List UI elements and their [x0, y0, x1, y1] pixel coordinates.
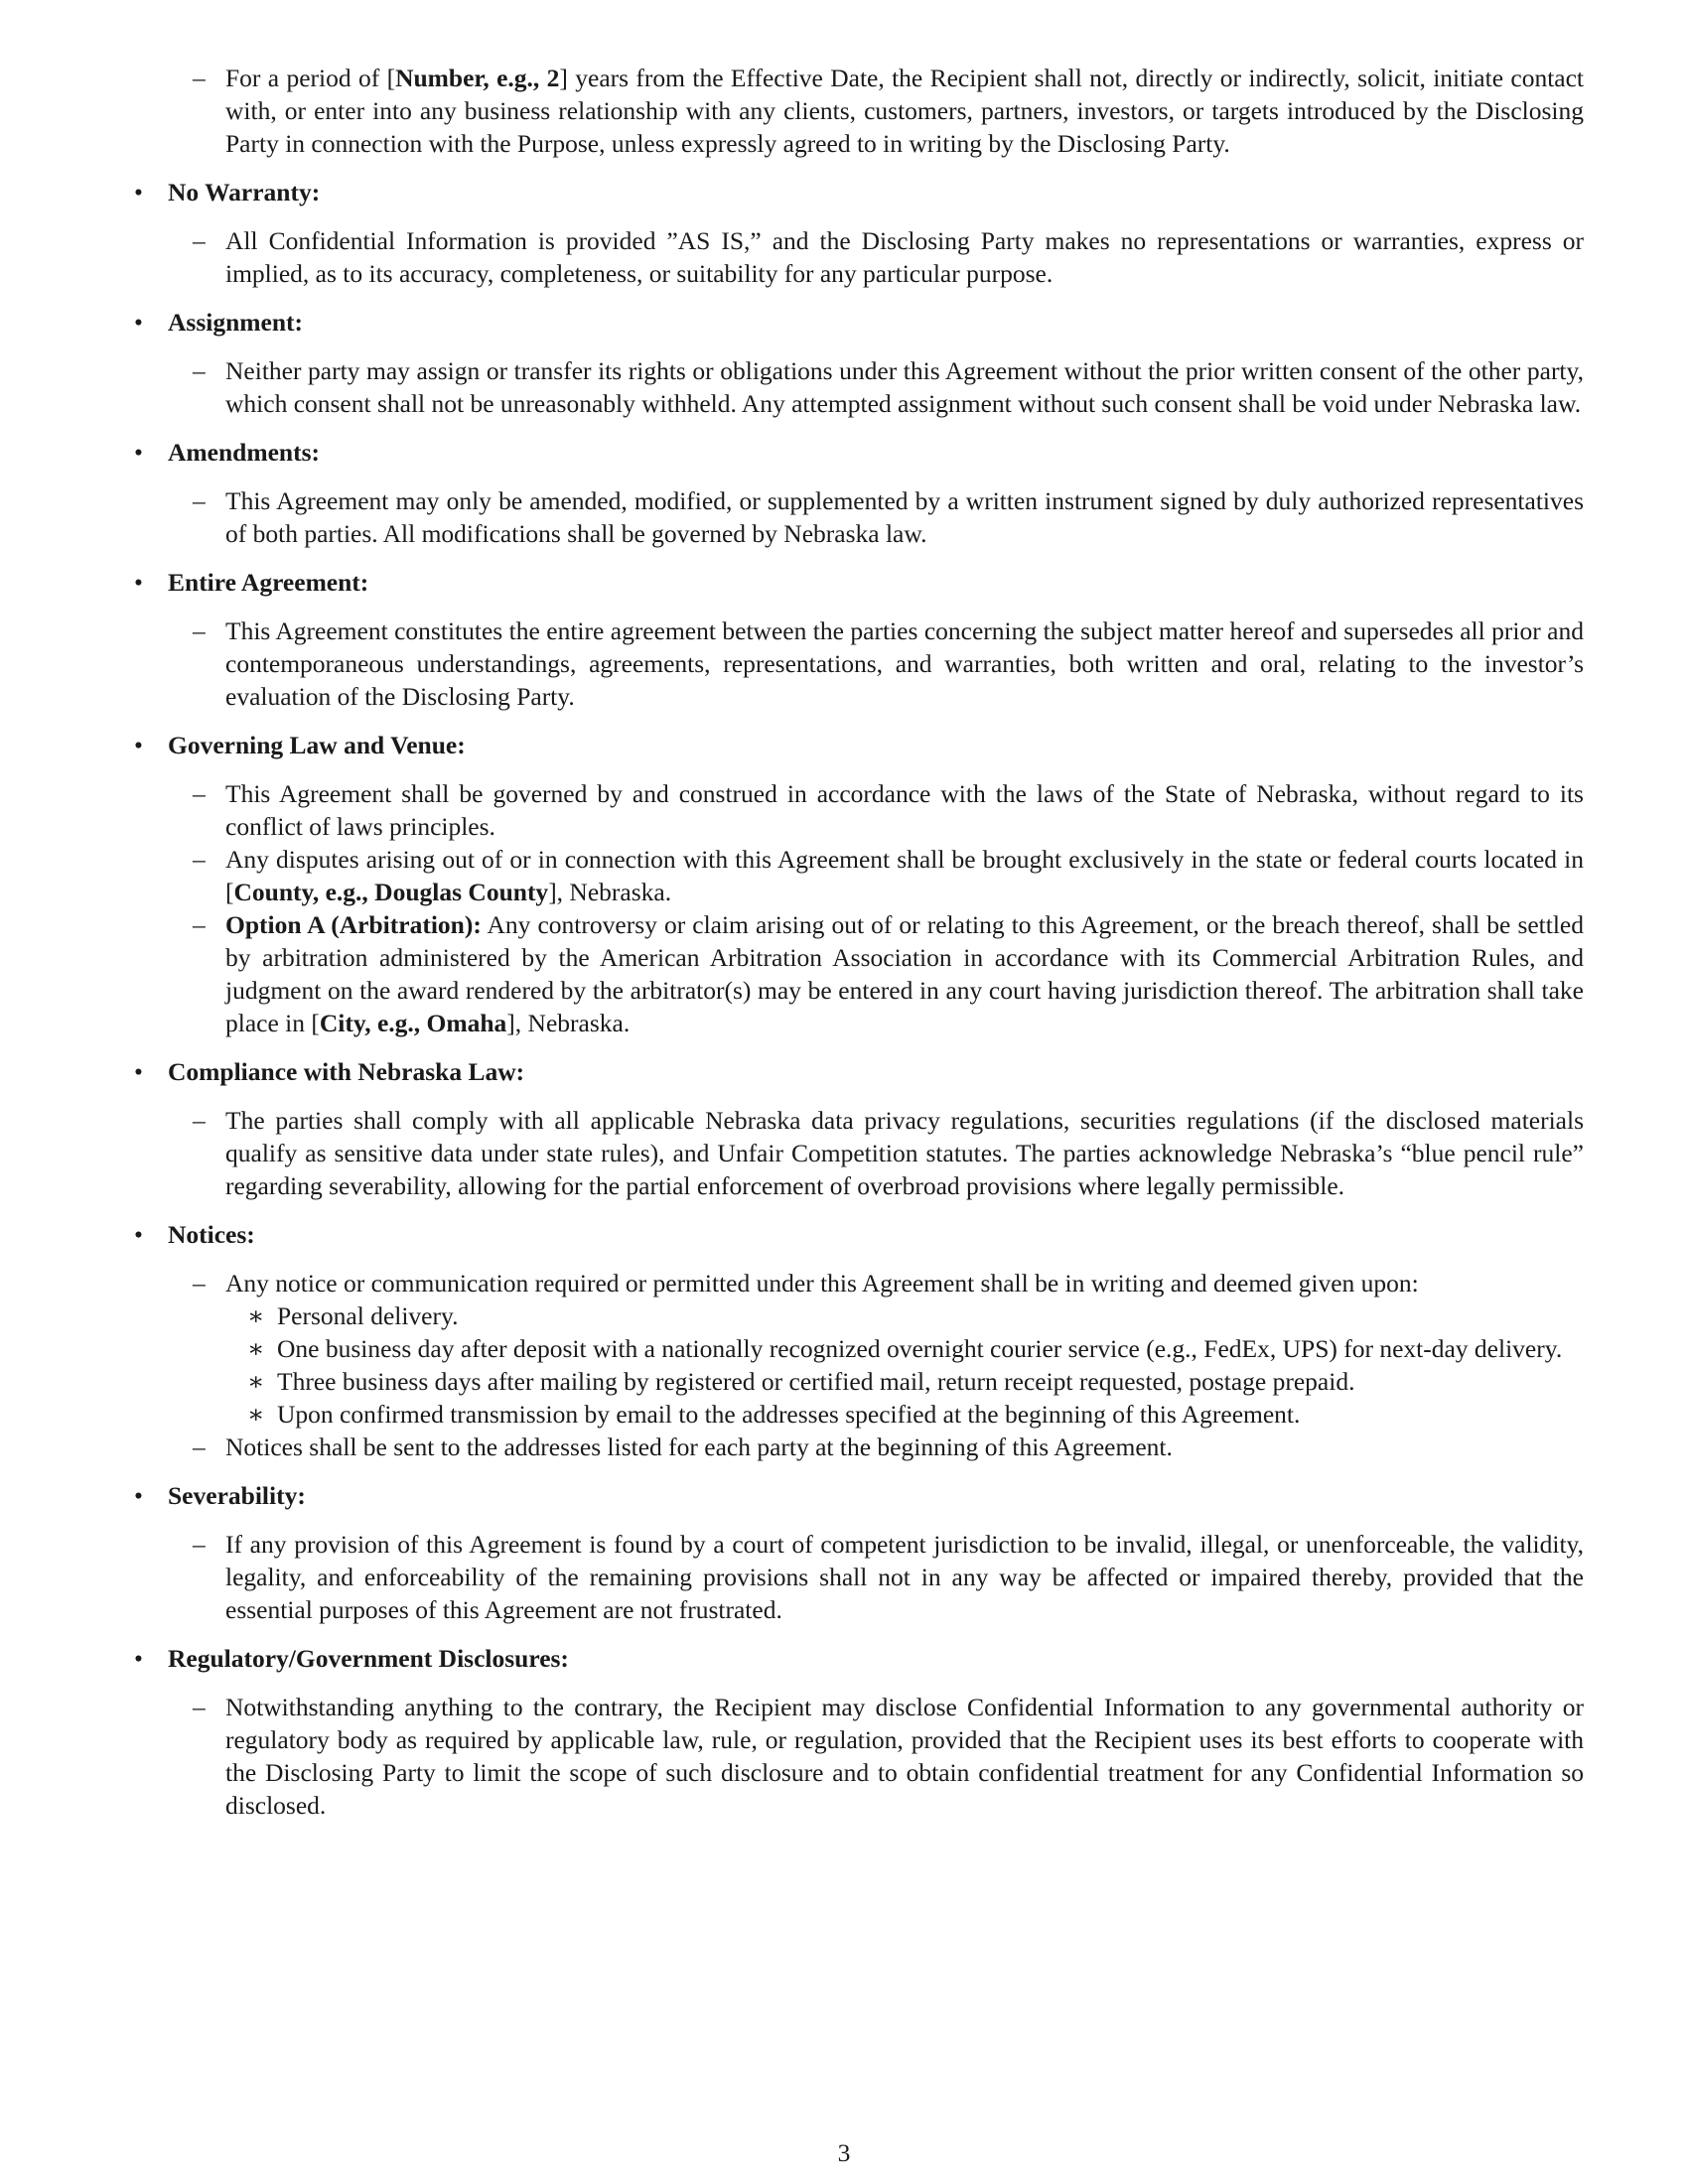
heading-text: Severability:: [168, 1481, 306, 1510]
section-regulatory: [134, 1642, 1584, 1822]
star-marker: ∗: [247, 1367, 265, 1396]
section-heading: [134, 176, 1584, 208]
nested-list-item: [134, 1332, 1584, 1365]
bullet-marker: •: [134, 1220, 143, 1249]
star-marker: ∗: [247, 1301, 265, 1330]
item-text: This Agreement shall be governed by and construed in accordance with the laws of the State of Nebraska, without regard to its conflict of laws principles.: [225, 779, 1584, 841]
item-text: Any controversy or claim arising out of or relating to this Agreement, or the breach thereof, shall be settled by arbitration administered by the American Arbitration Association in accordance with its Commercial Arbitration Rules, and judgment on the award rendered by the arbitrator(s) may be entered in any court having jurisdiction thereof. The arbitration shall take place in [: [225, 910, 1585, 1037]
dash-marker: –: [193, 1269, 206, 1297]
page-number: 3: [837, 2138, 851, 2167]
bullet-marker: •: [134, 178, 143, 206]
dash-marker: –: [193, 1530, 206, 1559]
section-heading: [134, 1218, 1584, 1251]
item-text: Notwithstanding anything to the contrary, the Recipient may disclose Confidential Information to any governmental authority or regulatory body as required by applicable law, rule, or regulation, provided that the Recipient uses its best efforts to cooperate with the Disclosing Party to limit the scope of such disclosure and to obtain confidential treatment for any Confidential Information so disclosed.: [225, 1693, 1584, 1820]
section-heading: [134, 436, 1584, 469]
item-text: If any provision of this Agreement is found by a court of competent jurisdiction to be invalid, illegal, or unenforceable, the validity, legality, and enforceability of the remaining provisions shall not in any way be affected or impaired thereby, provided that the essential purposes of this Agreement are not frustrated.: [225, 1530, 1584, 1624]
section-heading: [134, 566, 1584, 599]
item-text: The parties shall comply with all applicable Nebraska data privacy regulations, securities regulations (if the disclosed materials qualify as sensitive data under state rules), and Unfair Competition statutes. The parties acknowledge Nebraska’s “blue pencil rule” regarding severability, allowing for the partial enforcement of overbroad provisions where legally permissible.: [225, 1106, 1584, 1200]
heading-text: Entire Agreement:: [168, 568, 369, 597]
heading-text: No Warranty:: [168, 178, 321, 206]
list-item: [134, 614, 1584, 713]
dash-marker: –: [193, 486, 206, 515]
section-amendments: [134, 436, 1584, 550]
item-text: Upon confirmed transmission by email to the addresses specified at the beginning of this Agreement.: [277, 1400, 1301, 1429]
section-entire-agreement: [134, 566, 1584, 713]
section-compliance: [134, 1055, 1584, 1202]
bullet-marker: •: [134, 568, 143, 597]
dash-marker: –: [193, 64, 206, 92]
heading-text: Assignment:: [168, 308, 304, 337]
section-severability: [134, 1479, 1584, 1626]
list-item: [134, 1267, 1584, 1299]
bullet-marker: •: [134, 1057, 143, 1086]
text: ] years from the Effective Date, the Recipient shall not, directly or indirectly, solicit, initiate contact with, or enter into any business relationship with any clients, customers, partners, investors, or targets introduced by the Disclosing Party in connection with the Purpose, unless expressly agreed to in writing by the Disclosing Party.: [225, 64, 1584, 158]
bullet-marker: •: [134, 731, 143, 759]
placeholder-county: County, e.g., Douglas County: [233, 878, 549, 906]
list-item: [134, 777, 1584, 843]
item-text: Personal delivery.: [277, 1301, 459, 1330]
list-item: [134, 1528, 1584, 1626]
intro-section: [134, 62, 1584, 160]
section-heading: [134, 729, 1584, 761]
list-item: [134, 908, 1584, 1039]
item-text: This Agreement may only be amended, modified, or supplemented by a written instrument signed by duly authorized representatives of both parties. All modifications shall be governed by Nebraska law.: [225, 486, 1584, 548]
section-heading: [134, 1479, 1584, 1512]
option-label: Option A (Arbitration):: [225, 910, 482, 939]
document-body: [134, 62, 1584, 1838]
section-heading: [134, 1642, 1584, 1675]
dash-marker: –: [193, 779, 206, 808]
list-item: [134, 354, 1584, 420]
dash-marker: –: [193, 226, 206, 255]
bullet-marker: •: [134, 1481, 143, 1510]
dash-marker: –: [193, 1106, 206, 1135]
dash-marker: –: [193, 1433, 206, 1461]
star-marker: ∗: [247, 1334, 265, 1363]
item-text: Notices shall be sent to the addresses listed for each party at the beginning of this Agreement.: [225, 1433, 1173, 1461]
bullet-marker: •: [134, 438, 143, 467]
section-governing-law: [134, 729, 1584, 1039]
placeholder-number: Number, e.g., 2: [395, 64, 560, 92]
item-text: ], Nebraska.: [548, 878, 672, 906]
item-text: Neither party may assign or transfer its rights or obligations under this Agreement without the prior written consent of the other party, which consent shall not be unreasonably withheld. Any attempted assignment without such consent shall be void under Nebraska law.: [225, 356, 1584, 418]
bullet-marker: •: [134, 308, 143, 337]
text: For a period of [: [225, 64, 396, 92]
list-item: [134, 843, 1584, 908]
bullet-marker: •: [134, 1644, 143, 1673]
section-assignment: [134, 306, 1584, 420]
nested-list-item: [134, 1299, 1584, 1332]
nested-list-item: [134, 1398, 1584, 1431]
section-notices: [134, 1218, 1584, 1463]
heading-text: Notices:: [168, 1220, 255, 1249]
list-item: [134, 1691, 1584, 1822]
section-heading: [134, 306, 1584, 339]
item-text: Any disputes arising out of or in connection with this Agreement shall be brought exclusively in the state or federal courts located in [: [225, 845, 1584, 906]
section-no-warranty: [134, 176, 1584, 290]
item-text: ], Nebraska.: [506, 1009, 631, 1037]
section-heading: [134, 1055, 1584, 1088]
heading-text: Compliance with Nebraska Law:: [168, 1057, 525, 1086]
item-text: Any notice or communication required or permitted under this Agreement shall be in writing and deemed given upon:: [225, 1269, 1419, 1297]
item-text: This Agreement constitutes the entire agreement between the parties concerning the subject matter hereof and supersedes all prior and contemporaneous understandings, agreements, representations, and warranties, both written and oral, relating to the investor’s evaluation of the Disclosing Party.: [225, 616, 1584, 711]
dash-marker: –: [193, 356, 206, 385]
item-text: Three business days after mailing by registered or certified mail, return receipt requested, postage prepaid.: [277, 1367, 1355, 1396]
list-item: [134, 484, 1584, 550]
heading-text: Amendments:: [168, 438, 320, 467]
list-item: [134, 224, 1584, 290]
heading-text: Governing Law and Venue:: [168, 731, 466, 759]
nested-list-item: [134, 1365, 1584, 1398]
dash-marker: –: [193, 845, 206, 874]
list-item: [134, 1431, 1584, 1463]
list-item: [134, 1104, 1584, 1202]
dash-marker: –: [193, 1693, 206, 1721]
item-text: One business day after deposit with a nationally recognized overnight courier service (e.g., FedEx, UPS) for next-day delivery.: [277, 1334, 1563, 1363]
dash-marker: –: [193, 910, 206, 939]
heading-text: Regulatory/Government Disclosures:: [168, 1644, 569, 1673]
star-marker: ∗: [247, 1400, 265, 1429]
non-solicit-item: [134, 62, 1584, 160]
item-text: All Confidential Information is provided ”AS IS,” and the Disclosing Party makes no representations or warranties, express or implied, as to its accuracy, completeness, or suitability for any particular purpose.: [225, 226, 1584, 288]
placeholder-city: City, e.g., Omaha: [319, 1009, 507, 1037]
dash-marker: –: [193, 616, 206, 645]
